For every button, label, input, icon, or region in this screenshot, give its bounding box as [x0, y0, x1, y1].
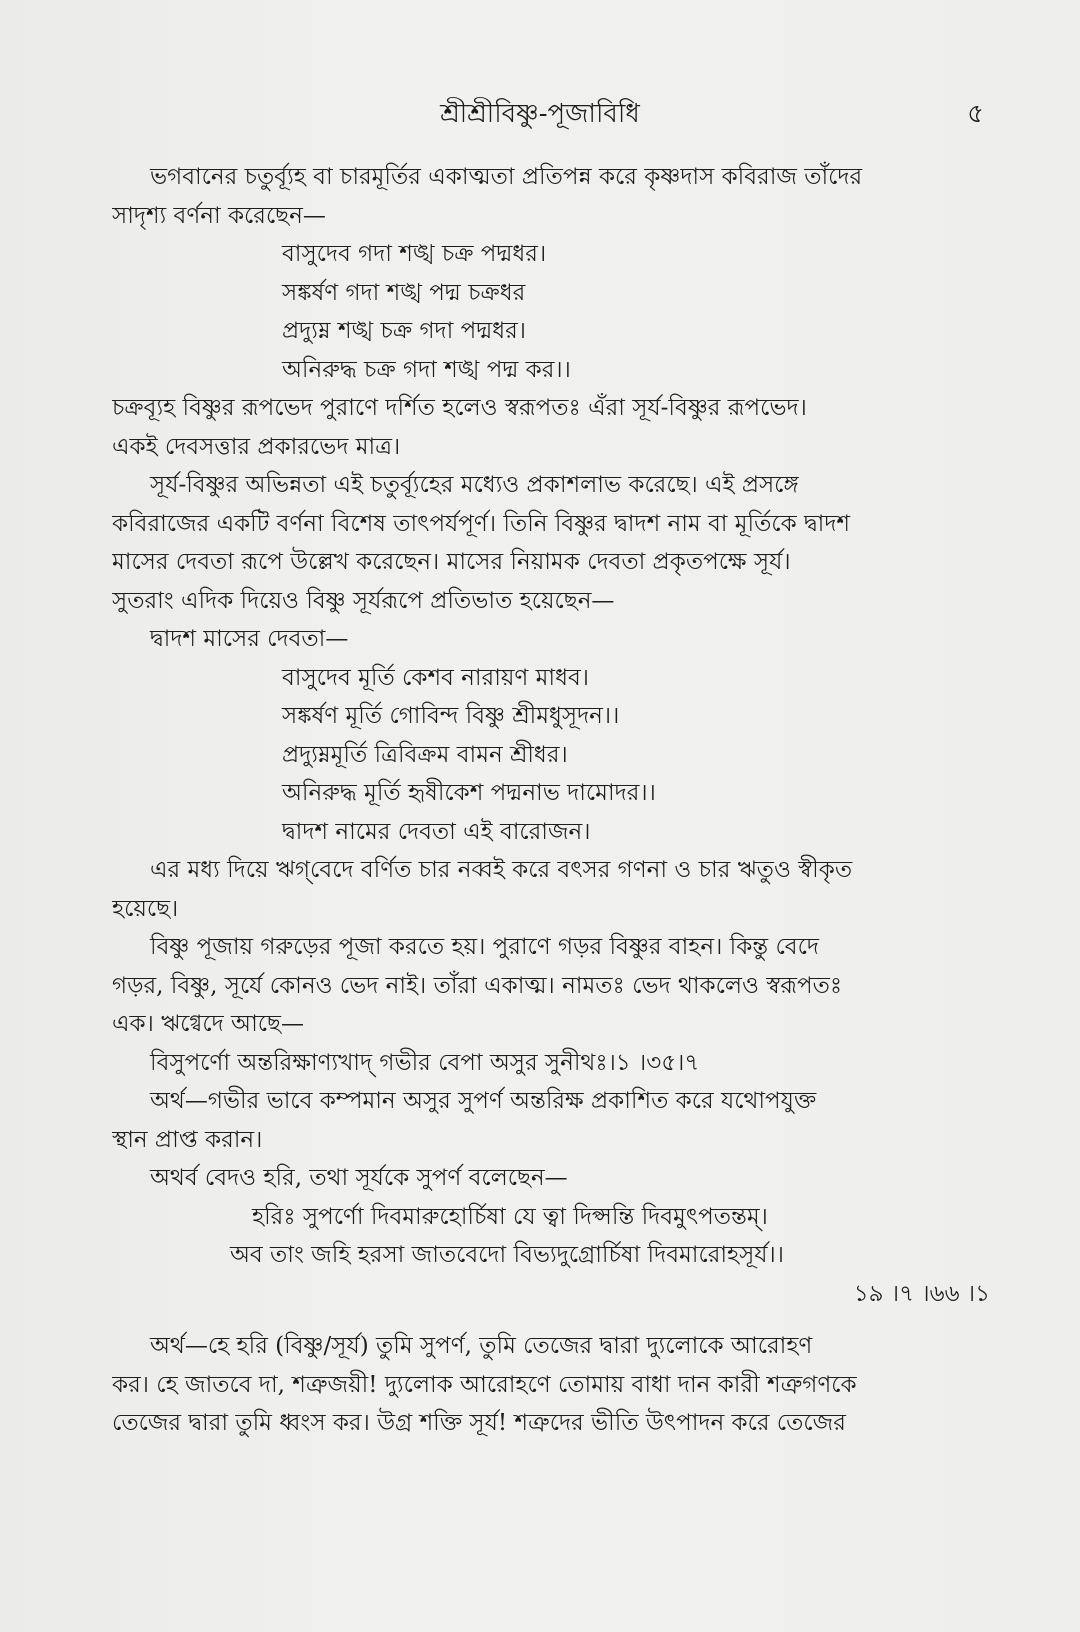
verse-reference: ১৯ ।৭ ।৬৬ ।১ — [853, 1280, 990, 1307]
text-line: অর্থ—হে হরি (বিষ্ণু/সূর্য) তুমি সুপর্ণ, তুমি তেজের দ্বারা দ্যুলোকে আরোহণ — [150, 1333, 813, 1359]
verse-line: অনিরুদ্ধ চক্র গদা শঙ্খ পদ্ম কর।। — [282, 356, 571, 383]
text-line: কবিরাজের একটি বর্ণনা বিশেষ তাৎপর্যপূর্ণ। তিনি বিষ্ণুর দ্বাদশ নাম বা মূর্তিকে দ্বাদশ — [112, 510, 851, 537]
text-line: কর। হে জাতবে দা, শত্রুজয়ী! দ্যুলোক আরোহণে তোমায় বাধা দান কারী শত্রুগণকে — [112, 1371, 857, 1398]
verse-line: প্রদ্যুম্নমূর্তি ত্রিবিক্রম বামন শ্রীধর। — [282, 741, 568, 768]
text-line: একই দেবসত্তার প্রকারভেদ মাত্র। — [112, 433, 401, 460]
page-body — [112, 158, 1000, 1443]
text-line: তেজের দ্বারা তুমি ধ্বংস কর। উগ্র শক্তি সূর্য! শত্রুদের ভীতি উৎপাদন করে তেজের — [112, 1410, 846, 1436]
text-line: স্থান প্রাপ্ত করান। — [112, 1126, 263, 1153]
verse-line: বাসুদেব গদা শঙ্খ চক্র পদ্মধর। — [282, 241, 547, 267]
text-line: এক। ঋগ্বেদে আছে— — [112, 1011, 304, 1037]
quote-line: বিসুপর্ণো অন্তরিক্ষাণ্যখাদ্ গভীর বেপা অসুর সুনীথঃ।১ ।৩৫।৭ — [150, 1049, 700, 1076]
text-line: গড়র, বিষ্ণু, সূর্যে কোনও ভেদ নাই। তাঁরা একাত্ম। নামতঃ ভেদ থাকলেও স্বরূপতঃ — [112, 972, 843, 999]
verse-line: সঙ্কর্ষণ গদা শঙ্খ পদ্ম চক্রধর — [282, 279, 526, 306]
text-line: অর্থ—গভীর ভাবে কম্পমান অসুর সুপর্ণ অন্তরিক্ষ প্রকাশিত করে যথোপযুক্ত — [150, 1088, 817, 1114]
text-line: ভগবানের চতুর্ব্যূহ বা চারমূর্তির একাত্মতা প্রতিপন্ন করে কৃষ্ণদাস কবিরাজ তাঁদের — [150, 164, 863, 190]
text-line: হয়েছে। — [112, 895, 179, 922]
text-line: সুতরাং এদিক দিয়েও বিষ্ণু সূর্যরূপে প্রতিভাত হয়েছেন— — [112, 587, 615, 614]
page-header — [0, 94, 1080, 134]
verse-line: অব তাং জহি হরসা জাতবেদো বিভ্যদুগ্রোর্চিষা দিবমারোহসূর্য।। — [230, 1242, 784, 1268]
text-line: অথর্ব বেদও হরি, তথা সূর্যকে সুপর্ণ বলেছেন— — [150, 1165, 568, 1191]
running-title: শ্রীশ্রীবিষ্ণু-পূজাবিধি — [440, 99, 640, 129]
verse-line: সঙ্কর্ষণ মূর্তি গোবিন্দ বিষ্ণু শ্রীমধুসূদন।। — [282, 703, 620, 729]
text-line: বিষ্ণু পূজায় গরুড়ের পূজা করতে হয়। পুরাণে গড়র বিষ্ণুর বাহন। কিন্তু বেদে — [150, 934, 819, 960]
text-line: চক্রব্যূহ বিষ্ণুর রূপভেদ পুরাণে দর্শিত হলেও স্বরূপতঃ এঁরা সূর্য-বিষ্ণুর রূপভেদ। — [112, 395, 807, 421]
text-line: সাদৃশ্য বর্ণনা করেছেন— — [112, 202, 326, 229]
text-line: মাসের দেবতা রূপে উল্লেখ করেছেন। মাসের নিয়ামক দেবতা প্রকৃতপক্ষে সূর্য। — [112, 549, 791, 575]
verse-line: অনিরুদ্ধ মূর্তি হৃষীকেশ পদ্মনাভ দামোদর।। — [282, 780, 656, 806]
text-line: দ্বাদশ মাসের দেবতা— — [150, 626, 349, 652]
spacer — [112, 1313, 1000, 1327]
verse-line: বাসুদেব মূর্তি কেশব নারায়ণ মাধব। — [282, 664, 590, 691]
verse-line: হরিঃ সুপর্ণো দিবমারুহোর্চিষা যে ত্বা দিপ্সন্তি দিবমুৎপতন্তম্। — [252, 1203, 768, 1230]
verse-line: দ্বাদশ নামের দেবতা এই বারোজন। — [282, 818, 591, 845]
page-number: ৫ — [967, 99, 984, 129]
verse-line: প্রদ্যুম্ন শঙ্খ চক্র গদা পদ্মধর। — [282, 318, 527, 344]
text-line: সূর্য-বিষ্ণুর অভিন্নতা এই চতুর্ব্যূহের মধ্যেও প্রকাশলাভ করেছে। এই প্রসঙ্গে — [150, 472, 799, 498]
text-line: এর মধ্য দিয়ে ঋগ্‌বেদে বর্ণিত চার নব্বই করে বৎসর গণনা ও চার ঋতুও স্বীকৃত — [150, 857, 853, 883]
